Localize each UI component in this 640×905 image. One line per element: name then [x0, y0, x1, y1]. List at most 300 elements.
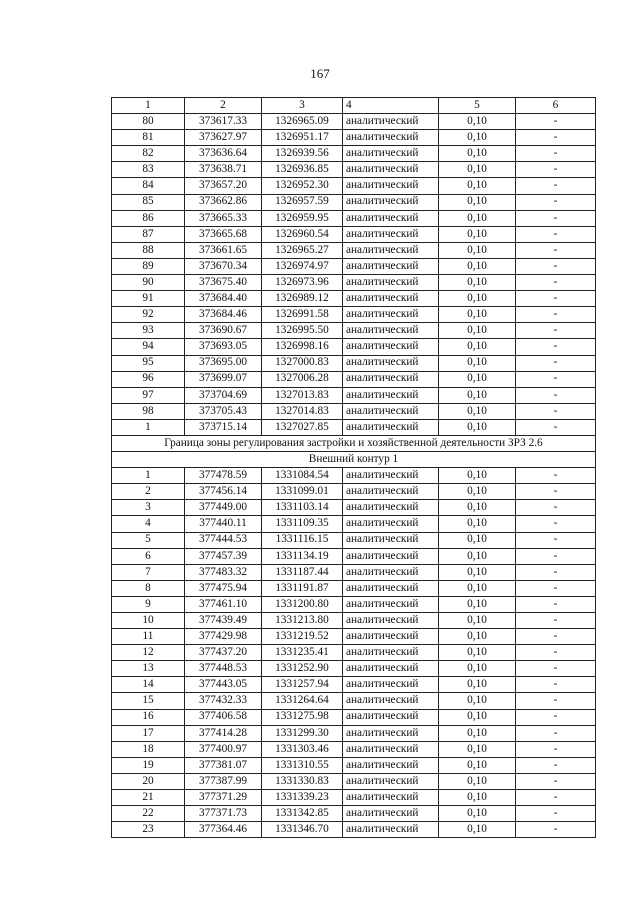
table-cell: аналитический [343, 162, 439, 178]
table-cell: - [516, 790, 596, 806]
table-cell: аналитический [343, 709, 439, 725]
table-cell: аналитический [343, 548, 439, 564]
table-cell: 373699.07 [185, 371, 262, 387]
table-cell: 373665.68 [185, 226, 262, 242]
table-cell: 22 [112, 806, 185, 822]
table-cell: аналитический [343, 371, 439, 387]
table-cell: 1331330.83 [262, 773, 343, 789]
table-cell: 373690.67 [185, 323, 262, 339]
table-cell: - [516, 773, 596, 789]
table-cell: - [516, 323, 596, 339]
table-cell: 1326939.56 [262, 146, 343, 162]
table-cell: 12 [112, 645, 185, 661]
table-cell: 13 [112, 661, 185, 677]
table-cell: 0,10 [439, 162, 516, 178]
table-cell: аналитический [343, 323, 439, 339]
table-cell: - [516, 114, 596, 130]
table-cell: 84 [112, 178, 185, 194]
table-cell: 0,10 [439, 291, 516, 307]
table-cell: 373715.14 [185, 419, 262, 435]
table-cell: аналитический [343, 194, 439, 210]
table-cell: 373684.40 [185, 291, 262, 307]
table-cell: 0,10 [439, 629, 516, 645]
table-cell: 373636.64 [185, 146, 262, 162]
zone-title-row [112, 435, 596, 451]
table-cell: 0,10 [439, 516, 516, 532]
table-cell: 0,10 [439, 339, 516, 355]
table-cell: - [516, 194, 596, 210]
table-cell: аналитический [343, 693, 439, 709]
table-cell: 17 [112, 725, 185, 741]
table-cell: 1326998.16 [262, 339, 343, 355]
table-row [112, 178, 596, 194]
table-cell: 373670.34 [185, 258, 262, 274]
table-cell: 4 [112, 516, 185, 532]
table-cell: 5 [439, 98, 516, 114]
table-row [112, 419, 596, 435]
table-cell: 1326995.50 [262, 323, 343, 339]
table-row [112, 645, 596, 661]
table-cell: 1331191.87 [262, 580, 343, 596]
table-cell: 377381.07 [185, 757, 262, 773]
table-cell: 1327006.28 [262, 371, 343, 387]
table-cell: 377456.14 [185, 484, 262, 500]
table-cell: - [516, 548, 596, 564]
table-cell: 0,10 [439, 806, 516, 822]
table-cell: 373684.46 [185, 307, 262, 323]
table-cell: 95 [112, 355, 185, 371]
table-row [112, 323, 596, 339]
table-cell: 377371.29 [185, 790, 262, 806]
table-cell: - [516, 661, 596, 677]
table-cell: 82 [112, 146, 185, 162]
table-cell: аналитический [343, 355, 439, 371]
table-cell: - [516, 613, 596, 629]
table-row [112, 548, 596, 564]
table-cell: 4 [343, 98, 439, 114]
table-cell: 1331109.35 [262, 516, 343, 532]
table-cell: 1331346.70 [262, 822, 343, 838]
table-cell: 97 [112, 387, 185, 403]
table-cell: 373705.43 [185, 403, 262, 419]
table-cell: 373662.86 [185, 194, 262, 210]
table-cell: 2 [185, 98, 262, 114]
table-cell: 377387.99 [185, 773, 262, 789]
table-cell: 86 [112, 210, 185, 226]
table-cell: аналитический [343, 806, 439, 822]
table-cell: 0,10 [439, 226, 516, 242]
table-row [112, 757, 596, 773]
table-cell: 377429.98 [185, 629, 262, 645]
table-cell: 377371.73 [185, 806, 262, 822]
table-cell: 88 [112, 242, 185, 258]
table-cell: 5 [112, 532, 185, 548]
table-cell: 0,10 [439, 275, 516, 291]
table-cell: - [516, 291, 596, 307]
table-cell: 1331200.80 [262, 596, 343, 612]
table-cell: - [516, 596, 596, 612]
table-cell: 23 [112, 822, 185, 838]
table-cell: 0,10 [439, 548, 516, 564]
table-cell: аналитический [343, 307, 439, 323]
table-row [112, 806, 596, 822]
table-row [112, 677, 596, 693]
table-cell: 373627.97 [185, 130, 262, 146]
table-cell: 21 [112, 790, 185, 806]
table-cell: - [516, 500, 596, 516]
table-cell: - [516, 532, 596, 548]
table-cell: 0,10 [439, 307, 516, 323]
table-cell: 1331103.14 [262, 500, 343, 516]
table-cell: 3 [262, 98, 343, 114]
table-cell: 0,10 [439, 790, 516, 806]
table-header-row [112, 98, 596, 114]
table-cell: 1327014.83 [262, 403, 343, 419]
table-cell: 87 [112, 226, 185, 242]
table-cell: аналитический [343, 419, 439, 435]
table-cell: аналитический [343, 114, 439, 130]
table-cell: 3 [112, 500, 185, 516]
table-cell: - [516, 709, 596, 725]
table-cell: аналитический [343, 130, 439, 146]
table-cell: аналитический [343, 516, 439, 532]
table-row [112, 709, 596, 725]
table-row [112, 613, 596, 629]
table-cell: 92 [112, 307, 185, 323]
table-row [112, 339, 596, 355]
table-cell: 1331213.80 [262, 613, 343, 629]
table-cell: 0,10 [439, 146, 516, 162]
table-cell: 1 [112, 98, 185, 114]
table-cell: 85 [112, 194, 185, 210]
table-cell: 377439.49 [185, 613, 262, 629]
page-number: 167 [310, 66, 330, 81]
table-cell: 377440.11 [185, 516, 262, 532]
zone-title-row-cell: Граница зоны регулирования застройки и хозяйственной деятельности ЗРЗ 2.6 [112, 435, 596, 451]
table-cell: 377457.39 [185, 548, 262, 564]
table-cell: 93 [112, 323, 185, 339]
table-cell: 0,10 [439, 693, 516, 709]
table-cell: 6 [516, 98, 596, 114]
table-cell: 1331275.98 [262, 709, 343, 725]
table-cell: 0,10 [439, 419, 516, 435]
contour-title-row-cell: Внешний контур 1 [112, 452, 596, 468]
table-cell: аналитический [343, 468, 439, 484]
table-row [112, 226, 596, 242]
table-cell: 377475.94 [185, 580, 262, 596]
table-cell: аналитический [343, 258, 439, 274]
table-cell: 377400.97 [185, 741, 262, 757]
table-cell: - [516, 178, 596, 194]
table-cell: аналитический [343, 645, 439, 661]
table-cell: - [516, 741, 596, 757]
table-cell: аналитический [343, 387, 439, 403]
table-cell: 0,10 [439, 613, 516, 629]
table-cell: 0,10 [439, 661, 516, 677]
table-cell: 1331252.90 [262, 661, 343, 677]
table-cell: 94 [112, 339, 185, 355]
table-cell: 0,10 [439, 822, 516, 838]
table-cell: аналитический [343, 484, 439, 500]
table-row [112, 403, 596, 419]
coordinates-table [111, 97, 596, 838]
table-cell: - [516, 484, 596, 500]
table-row [112, 162, 596, 178]
table-cell: 1327000.83 [262, 355, 343, 371]
table-cell: 80 [112, 114, 185, 130]
table-cell: 9 [112, 596, 185, 612]
table-row [112, 307, 596, 323]
table-cell: 1331099.01 [262, 484, 343, 500]
table-cell: 0,10 [439, 355, 516, 371]
table-cell: аналитический [343, 403, 439, 419]
table-cell: аналитический [343, 564, 439, 580]
table-row [112, 741, 596, 757]
table-cell: аналитический [343, 146, 439, 162]
table-cell: - [516, 387, 596, 403]
table-cell: 0,10 [439, 210, 516, 226]
table-cell: 1326965.09 [262, 114, 343, 130]
table-cell: 1326960.54 [262, 226, 343, 242]
table-row [112, 291, 596, 307]
table-cell: аналитический [343, 757, 439, 773]
table-cell: - [516, 275, 596, 291]
table-cell: 377449.00 [185, 500, 262, 516]
table-cell: 2 [112, 484, 185, 500]
table-cell: 0,10 [439, 242, 516, 258]
table-cell: 81 [112, 130, 185, 146]
table-cell: 0,10 [439, 709, 516, 725]
table-cell: 373657.20 [185, 178, 262, 194]
table-cell: аналитический [343, 725, 439, 741]
table-row [112, 790, 596, 806]
table-cell: 0,10 [439, 645, 516, 661]
table-cell: 1 [112, 419, 185, 435]
table-cell: 1331303.46 [262, 741, 343, 757]
table-cell: 1326974.97 [262, 258, 343, 274]
table-cell: 89 [112, 258, 185, 274]
table-row [112, 387, 596, 403]
table-cell: - [516, 130, 596, 146]
table-cell: 1326989.12 [262, 291, 343, 307]
table-cell: 377444.53 [185, 532, 262, 548]
table-row [112, 629, 596, 645]
table-cell: - [516, 419, 596, 435]
table-cell: аналитический [343, 741, 439, 757]
table-row [112, 516, 596, 532]
table-cell: 1326957.59 [262, 194, 343, 210]
table-cell: аналитический [343, 629, 439, 645]
table-row [112, 468, 596, 484]
table-cell: 373695.00 [185, 355, 262, 371]
table-row [112, 275, 596, 291]
table-cell: 1327027.85 [262, 419, 343, 435]
table-cell: 1331342.85 [262, 806, 343, 822]
table-row [112, 355, 596, 371]
table-cell: 0,10 [439, 564, 516, 580]
table-cell: 14 [112, 677, 185, 693]
table-cell: 373661.65 [185, 242, 262, 258]
table-cell: 0,10 [439, 468, 516, 484]
table-row [112, 130, 596, 146]
table-cell: 0,10 [439, 371, 516, 387]
table-row [112, 500, 596, 516]
table-cell: - [516, 580, 596, 596]
table-cell: - [516, 629, 596, 645]
table-row [112, 242, 596, 258]
table-cell: 0,10 [439, 194, 516, 210]
table-cell: - [516, 162, 596, 178]
table-cell: 18 [112, 741, 185, 757]
table-cell: 1331339.23 [262, 790, 343, 806]
table-cell: - [516, 355, 596, 371]
table-cell: 0,10 [439, 484, 516, 500]
table-cell: 0,10 [439, 500, 516, 516]
table-cell: аналитический [343, 790, 439, 806]
table-cell: 1331187.44 [262, 564, 343, 580]
table-cell: 0,10 [439, 387, 516, 403]
table-cell: 91 [112, 291, 185, 307]
table-cell: 8 [112, 580, 185, 596]
table-cell: 6 [112, 548, 185, 564]
table-cell: 377364.46 [185, 822, 262, 838]
table-cell: 1326973.96 [262, 275, 343, 291]
table-cell: 373704.69 [185, 387, 262, 403]
table-cell: 7 [112, 564, 185, 580]
table-cell: - [516, 693, 596, 709]
table-row [112, 596, 596, 612]
table-cell: 373675.40 [185, 275, 262, 291]
table-row [112, 773, 596, 789]
table-cell: 0,10 [439, 741, 516, 757]
contour-title-row [112, 452, 596, 468]
table-cell: 373617.33 [185, 114, 262, 130]
table-cell: 11 [112, 629, 185, 645]
table-cell: - [516, 564, 596, 580]
table-cell: 15 [112, 693, 185, 709]
table-cell: 1331310.55 [262, 757, 343, 773]
table-cell: 0,10 [439, 178, 516, 194]
table-row [112, 822, 596, 838]
table-cell: 1331084.54 [262, 468, 343, 484]
table-cell: аналитический [343, 291, 439, 307]
table-cell: 0,10 [439, 114, 516, 130]
table-cell: 10 [112, 613, 185, 629]
table-cell: - [516, 725, 596, 741]
table-cell: 1326991.58 [262, 307, 343, 323]
table-cell: - [516, 822, 596, 838]
table-row [112, 371, 596, 387]
table-cell: 377483.32 [185, 564, 262, 580]
table-cell: аналитический [343, 613, 439, 629]
table-cell: - [516, 403, 596, 419]
table-cell: 16 [112, 709, 185, 725]
table-cell: 377437.20 [185, 645, 262, 661]
table-cell: 83 [112, 162, 185, 178]
table-cell: - [516, 645, 596, 661]
table-cell: 0,10 [439, 725, 516, 741]
table-cell: аналитический [343, 339, 439, 355]
table-cell: 1331134.19 [262, 548, 343, 564]
table-cell: - [516, 468, 596, 484]
table-cell: 1331299.30 [262, 725, 343, 741]
table-cell: 0,10 [439, 532, 516, 548]
table-cell: - [516, 371, 596, 387]
table-cell: 377461.10 [185, 596, 262, 612]
table-cell: аналитический [343, 242, 439, 258]
table-cell: аналитический [343, 210, 439, 226]
table-row [112, 194, 596, 210]
table-cell: 0,10 [439, 757, 516, 773]
table-cell: 1331257.94 [262, 677, 343, 693]
table-cell: 1331116.15 [262, 532, 343, 548]
table-cell: 1326965.27 [262, 242, 343, 258]
table-cell: 1326936.85 [262, 162, 343, 178]
table-cell: 0,10 [439, 130, 516, 146]
table-cell: - [516, 226, 596, 242]
table-cell: аналитический [343, 596, 439, 612]
table-cell: 90 [112, 275, 185, 291]
table-cell: - [516, 339, 596, 355]
table-row [112, 114, 596, 130]
table-cell: 373665.33 [185, 210, 262, 226]
table-row [112, 580, 596, 596]
table-cell: аналитический [343, 822, 439, 838]
table-row [112, 210, 596, 226]
table-cell: 0,10 [439, 596, 516, 612]
table-cell: 0,10 [439, 258, 516, 274]
table-cell: - [516, 242, 596, 258]
table-row [112, 258, 596, 274]
table-cell: 377448.53 [185, 661, 262, 677]
table-cell: 98 [112, 403, 185, 419]
table-cell: 1331264.64 [262, 693, 343, 709]
table-row [112, 484, 596, 500]
table-cell: 1326959.95 [262, 210, 343, 226]
table-cell: 1331219.52 [262, 629, 343, 645]
table-cell: 377406.58 [185, 709, 262, 725]
table-cell: - [516, 757, 596, 773]
table-cell: - [516, 806, 596, 822]
table-cell: 377443.05 [185, 677, 262, 693]
table-cell: 0,10 [439, 403, 516, 419]
table-cell: 0,10 [439, 677, 516, 693]
table-cell: аналитический [343, 661, 439, 677]
table-row [112, 693, 596, 709]
table-cell: аналитический [343, 677, 439, 693]
table-cell: аналитический [343, 580, 439, 596]
table-cell: 377414.28 [185, 725, 262, 741]
table-cell: аналитический [343, 275, 439, 291]
table-row [112, 146, 596, 162]
table-cell: 377478.59 [185, 468, 262, 484]
table-row [112, 725, 596, 741]
table-cell: 1326952.30 [262, 178, 343, 194]
table-cell: 377432.33 [185, 693, 262, 709]
table-cell: - [516, 307, 596, 323]
table-cell: 1331235.41 [262, 645, 343, 661]
table-cell: 0,10 [439, 580, 516, 596]
table-cell: - [516, 146, 596, 162]
table-row [112, 661, 596, 677]
table-cell: 96 [112, 371, 185, 387]
table-row [112, 532, 596, 548]
table-cell: 19 [112, 757, 185, 773]
table-cell: 373693.05 [185, 339, 262, 355]
table-cell: 1327013.83 [262, 387, 343, 403]
table-cell: 20 [112, 773, 185, 789]
table-cell: аналитический [343, 226, 439, 242]
